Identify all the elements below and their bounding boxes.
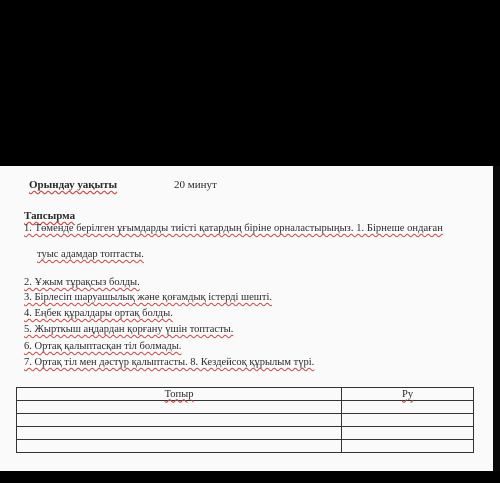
document-page	[0, 166, 493, 471]
table-header-row	[17, 388, 474, 401]
photo-dark-area	[0, 0, 500, 166]
table-row	[17, 440, 474, 453]
table-header-tobyr-label: Топыр	[164, 388, 194, 400]
table-row	[17, 401, 474, 414]
task-heading: Тапсырма	[24, 210, 76, 222]
table-cell	[342, 414, 474, 427]
photo-dark-bottom	[0, 471, 500, 483]
table-cell	[17, 427, 342, 440]
task-item-3: 3. Бірлесіп шаруашылық және қоғамдық істерді шешті.	[24, 292, 273, 303]
task-item-6: 6. Ортақ қалыптасқан тіл болмады.	[24, 341, 182, 352]
table-row	[17, 427, 474, 440]
table-cell	[17, 440, 342, 453]
table-header-ru-label: Ру	[402, 388, 414, 400]
table-header-ru	[342, 388, 474, 401]
table-cell	[342, 440, 474, 453]
task-item-5: 5. Жырткыш аңдардан қорғану үшін топтасты.	[24, 324, 234, 335]
table-cell	[17, 414, 342, 427]
duration-value: 20 минут	[174, 179, 217, 191]
table-cell	[342, 401, 474, 414]
photo-dark-edge	[493, 166, 500, 483]
task-item-7-8: 7. Ортақ тіл мен дәстүр қалыптасты. 8. Кездейсоқ құрылым түрі.	[24, 357, 315, 368]
table-cell	[342, 427, 474, 440]
task-item-4: 4. Еңбек құралдары ортақ болды.	[24, 308, 173, 319]
task-item-1: 1. Төменде берілген ұғымдарды тиісті қатардың біріне орналастырыңыз. 1. Бірнеше ондаған	[24, 223, 443, 234]
table-cell	[17, 401, 342, 414]
task-item-2: 2. Ұжым тұрақсыз болды.	[24, 277, 140, 288]
duration-row	[29, 179, 217, 191]
table-row	[17, 414, 474, 427]
task-item-1-continued: туыс адамдар топтасты.	[37, 249, 144, 260]
answer-table	[16, 387, 474, 453]
table-header-tobyr	[17, 388, 342, 401]
duration-label: Орындау уақыты	[29, 179, 118, 191]
